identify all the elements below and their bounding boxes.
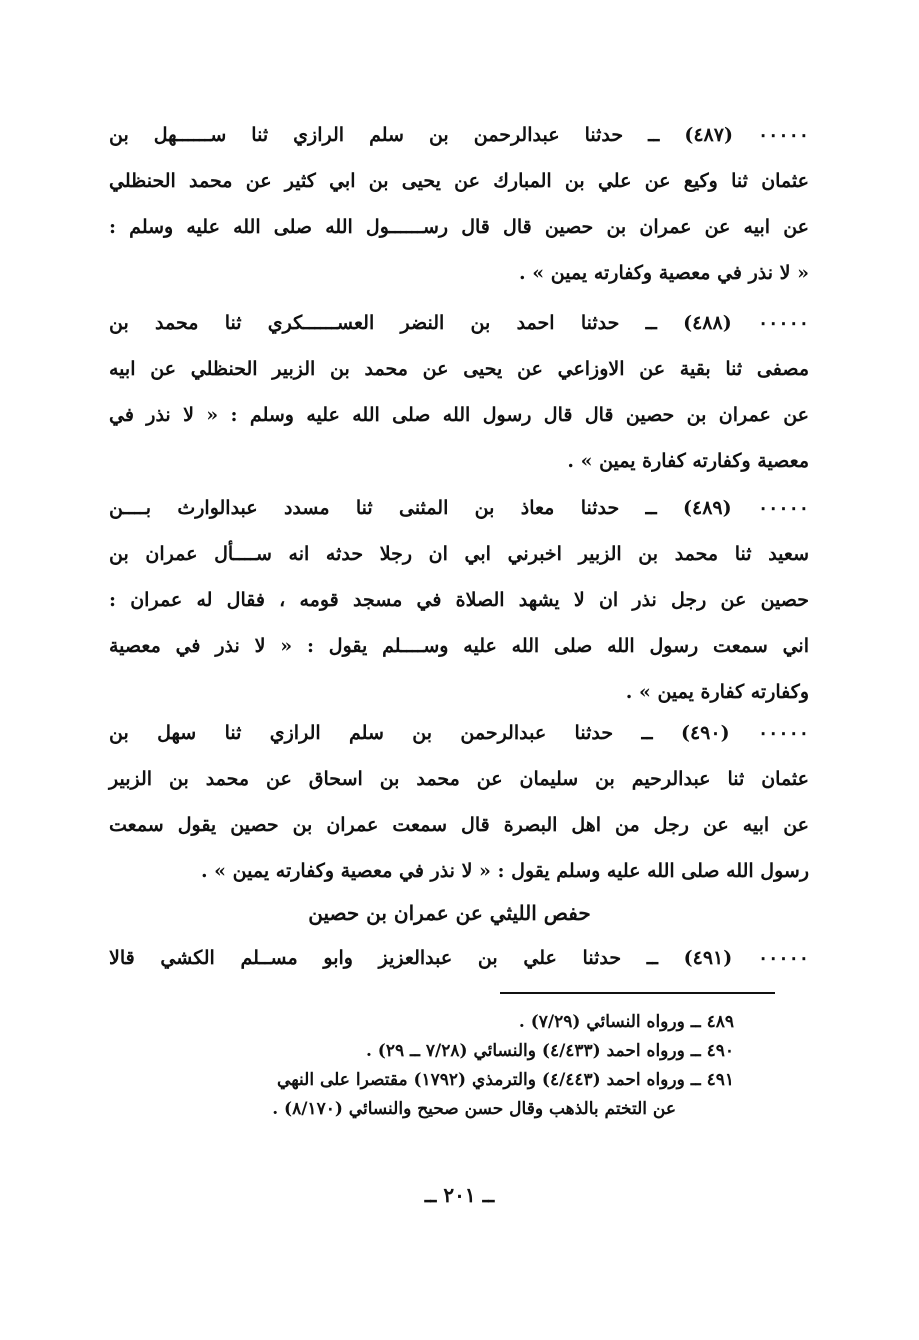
hadith-line: وكفارته كفارة يمين » . (625, 681, 809, 703)
hadith-line: عن عمران بن حصين قال قال رسول الله صلى الله عليه وسلم : « لا نذر في (109, 404, 809, 426)
hadith-line: معصية وكفارته كفارة يمين » . (567, 450, 809, 472)
footnote-divider (500, 992, 775, 994)
hadith-489 (109, 485, 809, 715)
hadith-line: عن ابيه عن رجل من اهل البصرة قال سمعت عمران بن حصين يقول سمعت (109, 814, 809, 836)
footnote-490: ٤٩٠ ــ ورواه احمد (٤/٤٣٣) والنسائي (٧/٢٨ ــ ٢٩) . (365, 1041, 734, 1061)
hadith-line: « لا نذر في معصية وكفارته يمين » . (519, 262, 809, 284)
hadith-491 (109, 935, 809, 981)
footnotes (84, 1008, 734, 1124)
hadith-line: عثمان ثنا وكيع عن علي بن المبارك عن يحيى بن ابي كثير عن محمد الحنظلي (109, 170, 809, 192)
section-heading-text: حفص الليثي عن عمران بن حصين (308, 901, 591, 925)
hadith-line: مصفى ثنا بقية عن الاوزاعي عن يحيى عن محمد بن الزبير الحنظلي عن ابيه (109, 358, 809, 380)
hadith-line: عثمان ثنا عبدالرحيم بن سليمان عن محمد بن اسحاق عن محمد بن الزبير (109, 768, 809, 790)
page-number: ــ ٢٠١ ــ (424, 1183, 495, 1207)
hadith-line: ٠٠٠٠٠ (٤٨٩) ــ حدثنا معاذ بن المثنى ثنا مسدد عبدالوارث بــــن (109, 497, 809, 519)
hadith-line: سعيد ثنا محمد بن الزبير اخبرني ابي ان رجلا حدثه انه ســــأل عمران بن (109, 543, 809, 565)
hadith-line: عن ابيه عن عمران بن حصين قال قال رســــــول الله صلى الله عليه وسلم : (109, 216, 809, 238)
footnote-489: ٤٨٩ ــ ورواه النسائي (٧/٢٩) . (518, 1012, 734, 1032)
hadith-488 (109, 300, 809, 484)
hadith-490 (109, 710, 809, 894)
hadith-line: اني سمعت رسول الله صلى الله عليه وســــلم يقول : « لا نذر في معصية (109, 635, 809, 657)
section-heading (0, 893, 919, 933)
hadith-line: ٠٠٠٠٠ (٤٨٨) ــ حدثنا احمد بن النضر العســــــكري ثنا محمد بن (109, 312, 809, 334)
hadith-line: حصين عن رجل نذر ان لا يشهد الصلاة في مسجد قومه ، فقال له عمران : (109, 589, 809, 611)
hadith-line: ٠٠٠٠٠ (٤٨٧) ــ حدثنا عبدالرحمن بن سلم الرازي ثنا ســــــهل بن (109, 124, 809, 146)
hadith-line: ٠٠٠٠٠ (٤٩٠) ــ حدثنا عبدالرحمن بن سلم الرازي ثنا سهل بن (109, 722, 809, 744)
footnote-491-continued: عن التختم بالذهب وقال حسن صحيح والنسائي (٨/١٧٠) . (272, 1099, 676, 1119)
hadith-487 (109, 112, 809, 296)
hadith-line: ٠٠٠٠٠ (٤٩١) ــ حدثنا علي بن عبدالعزيز وابو مســلم الكشي قالا (109, 947, 809, 969)
hadith-line: رسول الله صلى الله عليه وسلم يقول : « لا نذر في معصية وكفارته يمين » . (200, 860, 809, 882)
footnote-491: ٤٩١ ــ ورواه احمد (٤/٤٤٣) والترمذي (١٧٩٢) مقتصرا على النهي (277, 1070, 734, 1090)
